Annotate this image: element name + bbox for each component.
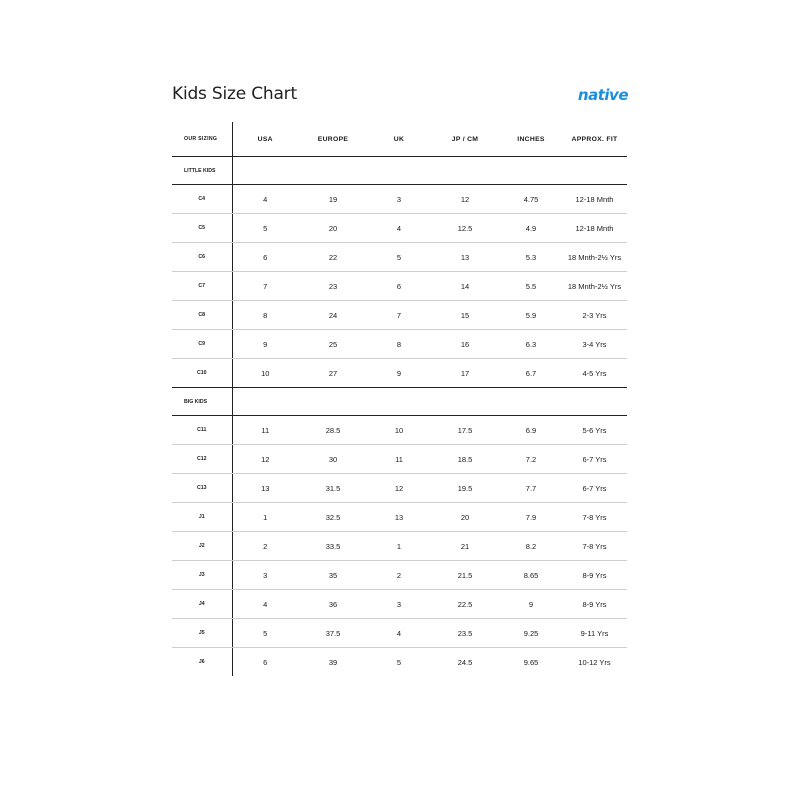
table-cell: 23.5 xyxy=(430,619,500,648)
size-code-cell: C6 xyxy=(172,243,232,272)
table-cell: 9.25 xyxy=(500,619,562,648)
table-cell: 31.5 xyxy=(298,474,368,503)
table-cell: 5.3 xyxy=(500,243,562,272)
table-row xyxy=(172,301,627,330)
table-cell: 18.5 xyxy=(430,445,500,474)
table-cell: 24 xyxy=(298,301,368,330)
column-header: JP / CM xyxy=(430,122,500,157)
column-header: INCHES xyxy=(500,122,562,157)
table-cell: 6.7 xyxy=(500,359,562,388)
table-cell: 16 xyxy=(430,330,500,359)
table-cell: 33.5 xyxy=(298,532,368,561)
table-cell: 7-8 Yrs xyxy=(562,503,627,532)
table-cell: 12 xyxy=(430,185,500,214)
table-cell: 6.9 xyxy=(500,416,562,445)
table-cell: 20 xyxy=(430,503,500,532)
size-code-cell: J3 xyxy=(172,561,232,590)
table-cell: 3 xyxy=(232,561,298,590)
table-cell: 2 xyxy=(232,532,298,561)
table-cell: 12 xyxy=(368,474,430,503)
size-code-cell: J5 xyxy=(172,619,232,648)
table-row xyxy=(172,359,627,388)
table-cell: 9-11 Yrs xyxy=(562,619,627,648)
table-row xyxy=(172,503,627,532)
table-cell: 7.2 xyxy=(500,445,562,474)
table-cell: 17 xyxy=(430,359,500,388)
table-cell: 5.9 xyxy=(500,301,562,330)
table-cell: 27 xyxy=(298,359,368,388)
table-cell: 4 xyxy=(232,185,298,214)
table-cell: 6 xyxy=(263,657,268,667)
table-cell: 11 xyxy=(232,416,298,445)
table-cell: 5 xyxy=(396,657,402,667)
table-cell: 2 xyxy=(368,561,430,590)
table-cell: 7.9 xyxy=(500,503,562,532)
table-cell: 6-7 Yrs xyxy=(562,474,627,503)
size-code-cell: J1 xyxy=(172,503,232,532)
table-cell: 4-5 Yrs xyxy=(562,359,627,388)
page-title: Kids Size Chart xyxy=(172,84,297,104)
size-code-cell: C13 xyxy=(172,474,232,503)
size-code-cell: J4 xyxy=(172,590,232,619)
size-code-cell: J2 xyxy=(172,532,232,561)
table-cell: 17.5 xyxy=(430,416,500,445)
table-cell: 30 xyxy=(298,445,368,474)
table-cell: 12-18 Mnth xyxy=(562,214,627,243)
table-row xyxy=(172,590,627,619)
table-cell: 11 xyxy=(368,445,430,474)
table-cell: 7-8 Yrs xyxy=(562,532,627,561)
column-header: USA xyxy=(232,122,298,157)
table-cell: 15 xyxy=(430,301,500,330)
table-cell: 37.5 xyxy=(298,619,368,648)
section-row xyxy=(172,157,627,185)
table-cell: 5 xyxy=(232,619,298,648)
column-header: UK xyxy=(368,122,430,157)
section-filler xyxy=(232,388,627,416)
table-row xyxy=(172,619,627,648)
size-chart-table xyxy=(172,122,627,676)
table-cell: 20 xyxy=(298,214,368,243)
table-cell: 5 xyxy=(232,214,298,243)
table-cell: 24.5 xyxy=(457,657,473,667)
table-cell: 22 xyxy=(298,243,368,272)
table-row xyxy=(172,648,627,677)
size-code-cell: C9 xyxy=(172,330,232,359)
table-cell: 35 xyxy=(298,561,368,590)
table-cell: 5-6 Yrs xyxy=(562,416,627,445)
table-cell: 21.5 xyxy=(430,561,500,590)
table-cell: 6.3 xyxy=(500,330,562,359)
table-cell: 32.5 xyxy=(298,503,368,532)
table-cell: 39 xyxy=(328,657,338,667)
table-cell: 5 xyxy=(368,243,430,272)
table-cell: 4.75 xyxy=(500,185,562,214)
table-cell: 6 xyxy=(368,272,430,301)
table-cell: 21 xyxy=(430,532,500,561)
table-cell: 1 xyxy=(232,503,298,532)
size-code-cell: C7 xyxy=(172,272,232,301)
table-cell: 4.9 xyxy=(500,214,562,243)
section-row xyxy=(172,388,627,416)
table-row xyxy=(172,445,627,474)
table-row xyxy=(172,474,627,503)
table-cell: 13 xyxy=(430,243,500,272)
table-cell: 6 xyxy=(232,243,298,272)
table-row xyxy=(172,532,627,561)
table-row xyxy=(172,561,627,590)
table-cell: 10-12 Yrs xyxy=(578,657,611,667)
table-cell: 10 xyxy=(368,416,430,445)
table-body xyxy=(172,157,627,677)
table-cell: 18 Mnth-2½ Yrs xyxy=(562,272,627,301)
table-cell: 12.5 xyxy=(430,214,500,243)
table-row xyxy=(172,416,627,445)
table-cell: 8 xyxy=(368,330,430,359)
table-cell: 7.7 xyxy=(500,474,562,503)
table-cell: 9 xyxy=(368,359,430,388)
table-cell: 8.2 xyxy=(500,532,562,561)
table-row xyxy=(172,272,627,301)
size-code-cell: C12 xyxy=(172,445,232,474)
table-cell: 5.5 xyxy=(500,272,562,301)
table-cell: 8-9 Yrs xyxy=(562,590,627,619)
size-code-cell: C10 xyxy=(172,359,232,388)
size-code-cell: C5 xyxy=(172,214,232,243)
table-cell: 10 xyxy=(232,359,298,388)
size-code-cell: C8 xyxy=(172,301,232,330)
table-cell: 4 xyxy=(232,590,298,619)
table-cell: 14 xyxy=(430,272,500,301)
table-cell: 23 xyxy=(298,272,368,301)
table-cell: 8 xyxy=(232,301,298,330)
table-cell: 6-7 Yrs xyxy=(562,445,627,474)
size-code-cell: C4 xyxy=(172,185,232,214)
size-code-cell: C11 xyxy=(172,416,232,445)
column-header: OUR SIZING xyxy=(172,122,232,157)
table-cell: 8-9 Yrs xyxy=(562,561,627,590)
section-label: BIG KIDS xyxy=(172,388,232,416)
brand-logo: native xyxy=(577,86,628,104)
table-cell: 18 Mnth-2½ Yrs xyxy=(562,243,627,272)
table-cell: 12-18 Mnth xyxy=(562,185,627,214)
table-cell: 19.5 xyxy=(430,474,500,503)
table-cell: 1 xyxy=(368,532,430,561)
table-cell: 9 xyxy=(500,590,562,619)
section-filler xyxy=(232,157,627,185)
table-cell: 19 xyxy=(298,185,368,214)
table-cell: 7 xyxy=(368,301,430,330)
size-code-cell: J6 xyxy=(172,648,232,677)
table-cell: 25 xyxy=(298,330,368,359)
table-cell: 22.5 xyxy=(430,590,500,619)
table-cell: 7 xyxy=(232,272,298,301)
table-header-row xyxy=(172,122,627,157)
table-cell: 3-4 Yrs xyxy=(562,330,627,359)
table-cell: 8.65 xyxy=(500,561,562,590)
column-header: EUROPE xyxy=(298,122,368,157)
table-cell: 2-3 Yrs xyxy=(562,301,627,330)
table-cell: 36 xyxy=(298,590,368,619)
table-row xyxy=(172,243,627,272)
table-cell: 3 xyxy=(368,185,430,214)
section-label: LITTLE KIDS xyxy=(172,157,232,185)
table-cell: 4 xyxy=(368,619,430,648)
table-cell: 9.65 xyxy=(523,657,539,667)
table-cell: 3 xyxy=(368,590,430,619)
table-cell: 13 xyxy=(232,474,298,503)
column-header: APPROX. FIT xyxy=(562,122,627,157)
table-cell: 12 xyxy=(232,445,298,474)
table-row xyxy=(172,185,627,214)
table-cell: 9 xyxy=(232,330,298,359)
table-cell: 28.5 xyxy=(298,416,368,445)
table-row xyxy=(172,214,627,243)
table-row xyxy=(172,330,627,359)
table-cell: 13 xyxy=(368,503,430,532)
table-cell: 4 xyxy=(368,214,430,243)
